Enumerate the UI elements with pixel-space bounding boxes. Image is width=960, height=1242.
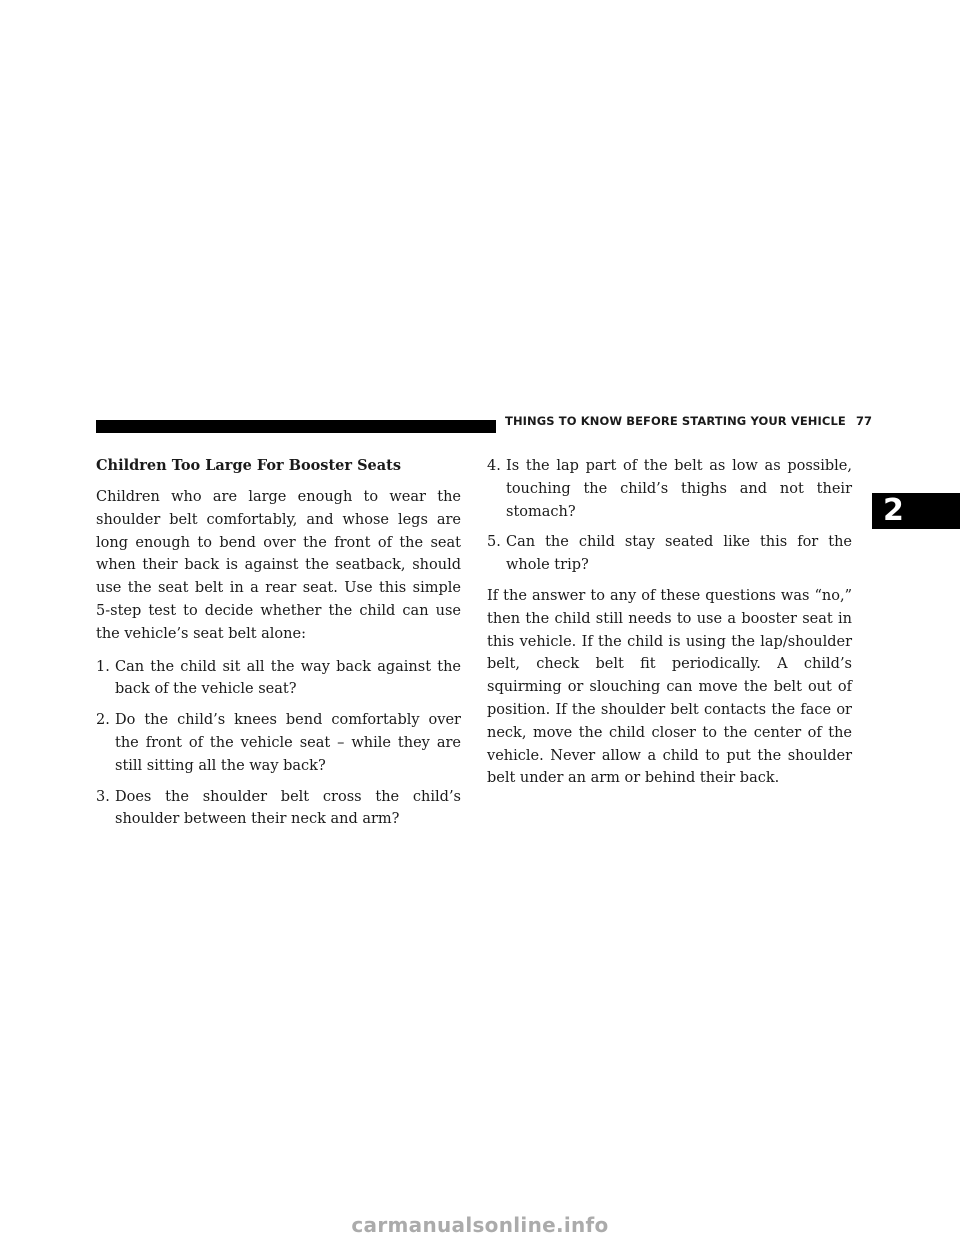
- left-column: [96, 455, 461, 839]
- list-text: Does the shoulder belt cross the child’s shoulder between their neck and arm?: [115, 788, 461, 828]
- list-text: Do the child’s knees bend comfortably over the front of the vehicle seat – while they are still sitting all the way back?: [115, 712, 461, 774]
- list-text: Is the lap part of the belt as low as possible, touching the child’s thighs and not their stomach?: [506, 458, 852, 520]
- running-header: [505, 414, 873, 428]
- intro-paragraph: Children who are large enough to wear the shoulder belt comfortably, and whose legs are long enough to bend over the front of the seat when their back is against the seatback, should use the seat belt in a rear seat. Use this simple 5-step test to decide whether the child can use the vehicle’s seat belt alone:: [96, 489, 461, 642]
- list-number: 1.: [96, 658, 110, 675]
- list-text: Can the child sit all the way back against the back of the vehicle seat?: [115, 658, 461, 698]
- page-number: 77: [855, 414, 873, 428]
- body-paragraph: If the answer to any of these questions was “no,” then the child still needs to use a booster seat in this vehicle. If the child is using the lap/shoulder belt, check belt fit periodically. A child’s squirming or slouching can move the belt out of position. If the shoulder belt contacts the face or neck, move the child closer to the center of the vehicle. Never allow a child to put the shoulder belt under an arm or behind their back.: [487, 587, 852, 787]
- watermark: carmanualsonline.info: [351, 1213, 609, 1237]
- right-column: [487, 455, 852, 800]
- header-rule: [96, 420, 496, 433]
- list-item: [96, 656, 461, 702]
- list-number: 5.: [487, 534, 501, 551]
- list-item: [487, 455, 852, 523]
- header-title: THINGS TO KNOW BEFORE STARTING YOUR VEHICLE: [505, 414, 846, 428]
- list-item: [487, 531, 852, 577]
- list-text: Can the child stay seated like this for the whole trip?: [506, 534, 852, 574]
- list-number: 4.: [487, 458, 501, 474]
- section-heading: Children Too Large For Booster Seats: [96, 457, 402, 474]
- list-number: 2.: [96, 712, 110, 729]
- list-item: [96, 709, 461, 777]
- chapter-tab: 2: [872, 493, 960, 529]
- list-number: 3.: [96, 788, 110, 805]
- list-item: [96, 786, 461, 832]
